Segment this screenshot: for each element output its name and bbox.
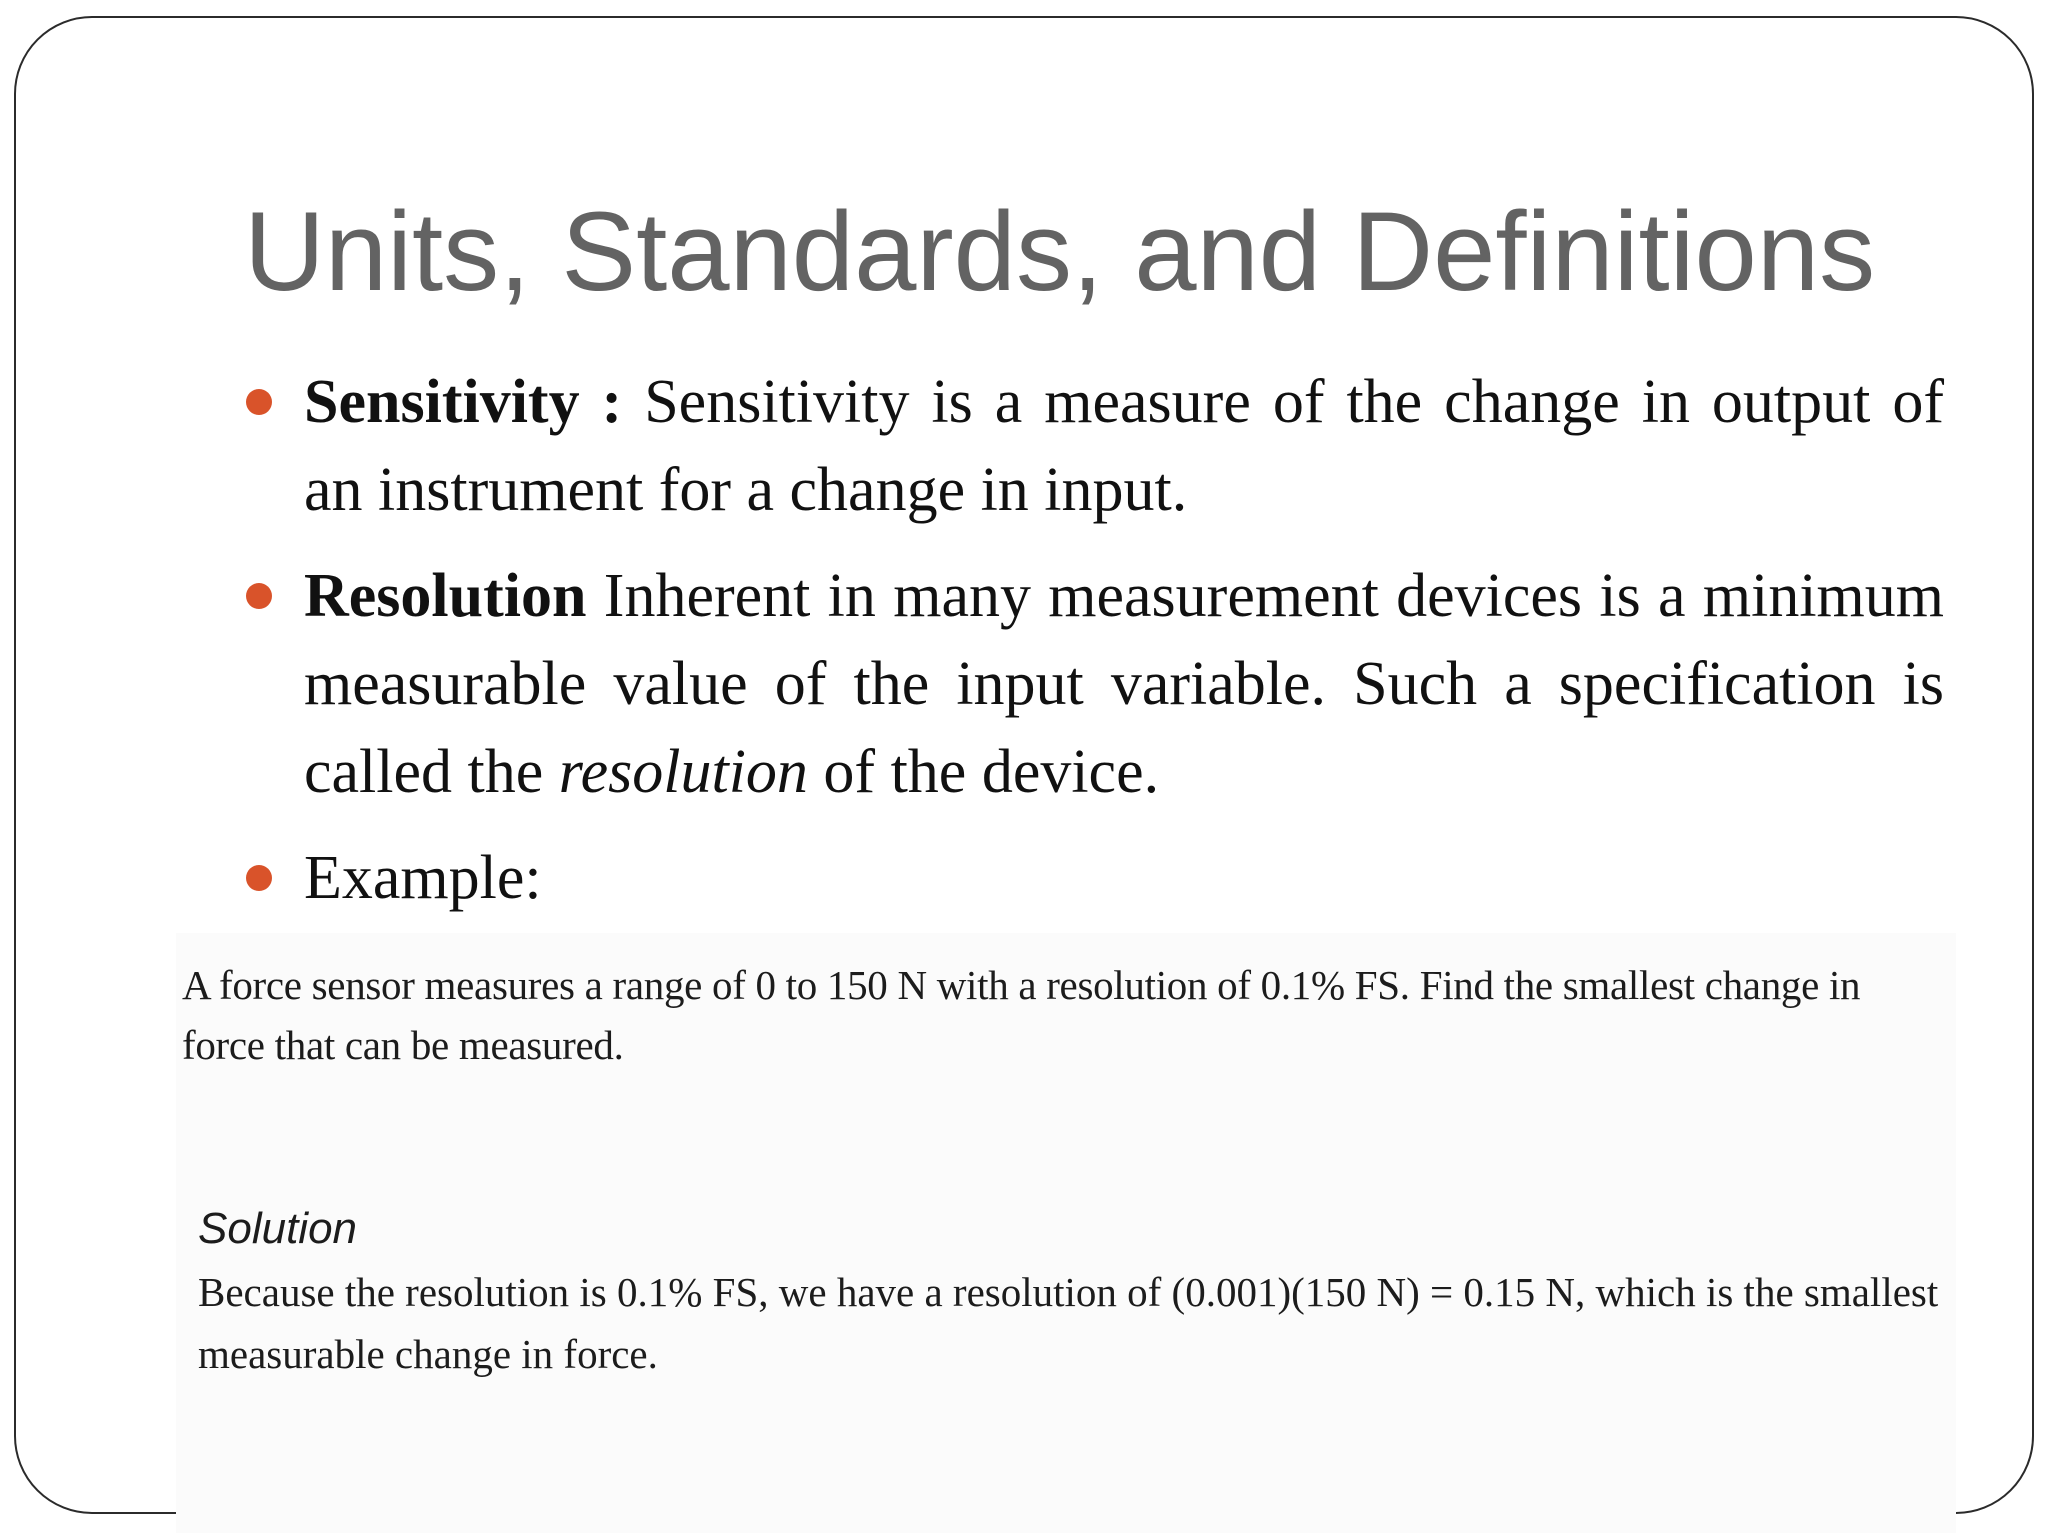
bullet-sensitivity xyxy=(244,358,1944,534)
bullet-list xyxy=(244,358,1944,940)
bullet-emphasis-resolution: resolution xyxy=(558,738,808,806)
solution-heading: Solution xyxy=(198,1204,358,1253)
bullet-text-resolution-end: of the device. xyxy=(807,738,1160,806)
bullet-dot-icon xyxy=(246,865,272,891)
solution-text: Because the resolution is 0.1% FS, we have a resolution of (0.001)(150 N) = 0.15 N, which is the smallest measurable change in force. xyxy=(198,1269,1939,1377)
bullet-text-resolution: Inherent in many measurement devices is a minimum measurable value of the input variable. Such a specification is called the xyxy=(304,562,1944,806)
slide-frame xyxy=(14,16,2034,1514)
bullet-term-resolution: Resolution xyxy=(304,562,587,630)
bullet-dot-icon xyxy=(246,389,272,415)
bullet-example xyxy=(244,834,1944,922)
bullet-term-sensitivity: Sensitivity : xyxy=(304,368,623,436)
bullet-resolution xyxy=(244,552,1944,816)
bullet-text-example: Example: xyxy=(304,844,542,912)
example-problem-text: A force sensor measures a range of 0 to 150 N with a resolution of 0.1% FS. Find the smallest change in force that can be measured. xyxy=(182,962,1861,1068)
example-image xyxy=(176,933,1956,1533)
bullet-dot-icon xyxy=(246,583,272,609)
bullet-text-sensitivity: Sensitivity is a measure of the change in output of an instrument for a change in input. xyxy=(304,368,1945,524)
slide-title: Units, Standards, and Definitions xyxy=(244,189,1876,314)
